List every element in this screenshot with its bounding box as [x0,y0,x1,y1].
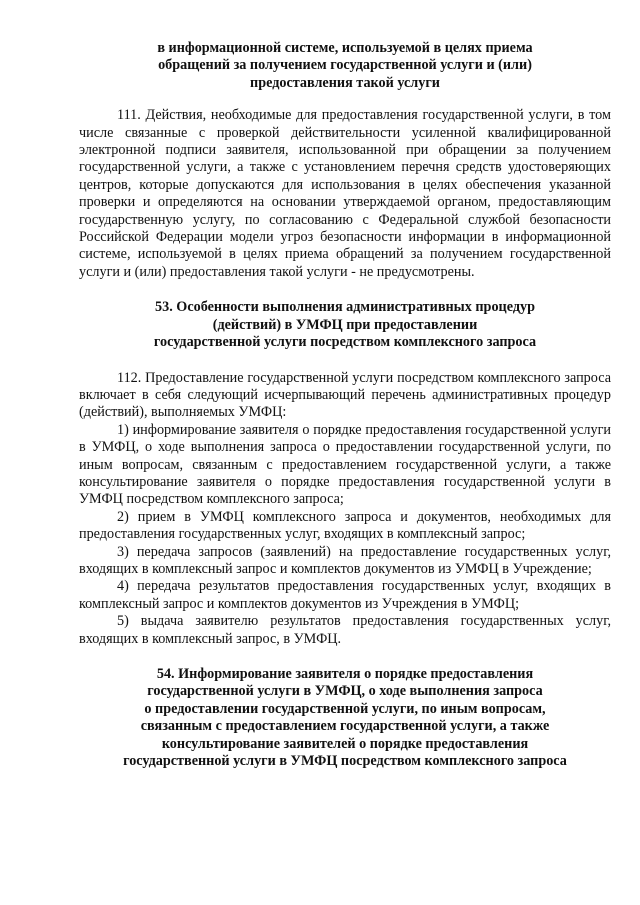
section-54-heading [79,666,611,770]
heading-line: в информационной системе, используемой в целях приема [157,40,533,56]
heading-line: государственной услуги посредством комплексного запроса [153,334,537,351]
heading-line: государственной услуги в УМФЦ посредством комплексного запроса [123,753,567,770]
heading-line: предоставления такой услуги [250,74,440,91]
heading-line: 54. Информирование заявителя о порядке предоставления [156,666,534,682]
paragraph-111: 111. Действия, необходимые для предоставления государственной услуги, в том числе связанные с проверкой действительности усиленной квалифицированной электронной подписи заявителя, использованной при обращении за получением государственной услуги, а также с установлением перечня средств удостоверяющих центров, которые допускаются для использования в целях обеспечения указанной проверки и определяются на основании утверждаемой органом, предоставляющим государственную услугу, по согласованию с Федеральной службой безопасности Российской Федерации модели угроз безопасности информации в информационной системе, используемой в целях приема обращений за получением государственной услуги и (или) предоставления такой услуги - не предусмотрены. [79,107,611,280]
list-item-1: 1) информирование заявителя о порядке предоставления государственной услуги в УМФЦ, о ходе выполнения запроса о предоставлении государственной услуги, по иным вопросам, связанным с предоставлением государственной услуги, а также консультирование заявителя о порядке предоставления государственной услуги в УМФЦ посредством комплексного запроса; [79,421,611,508]
heading-line: государственной услуги в УМФЦ, о ходе выполнения запроса [147,683,543,700]
list-item-3: 3) передача запросов (заявлений) на предоставление государственных услуг, входящих в комплексный запрос и комплектов документов из УМФЦ в Учреждение; [79,543,611,577]
list-item-5: 5) выдача заявителю результатов предоставления государственных услуг, входящих в комплексный запрос, в УМФЦ. [79,613,611,647]
paragraph-112: 112. Предоставление государственной услуги посредством комплексного запроса включает в себя следующий исчерпывающий перечень административных процедур (действий), выполняемых УМФЦ: [79,369,611,421]
heading-line: 53. Особенности выполнения административных процедур [155,299,535,316]
section-52-heading [79,40,611,92]
heading-line: обращений за получением государственной услуги и (или) [158,57,532,74]
list-item-2: 2) прием в УМФЦ комплексного запроса и документов, необходимых для предоставления государственных услуг, входящих в комплексный запрос; [79,508,611,543]
list-item-4: 4) передача результатов предоставления государственных услуг, входящих в комплексный запрос и комплектов документов из Учреждения в УМФЦ; [79,578,611,612]
heading-line: консультирование заявителей о порядке предоставления [161,735,529,752]
document-page [79,40,611,770]
section-53-heading [79,299,611,351]
heading-line: о предоставлении государственной услуги, по иным вопросам, [144,700,546,717]
heading-line: связанным с предоставлением государственной услуги, а также [140,718,550,735]
heading-line: (действий) в УМФЦ при предоставлении [212,316,478,333]
